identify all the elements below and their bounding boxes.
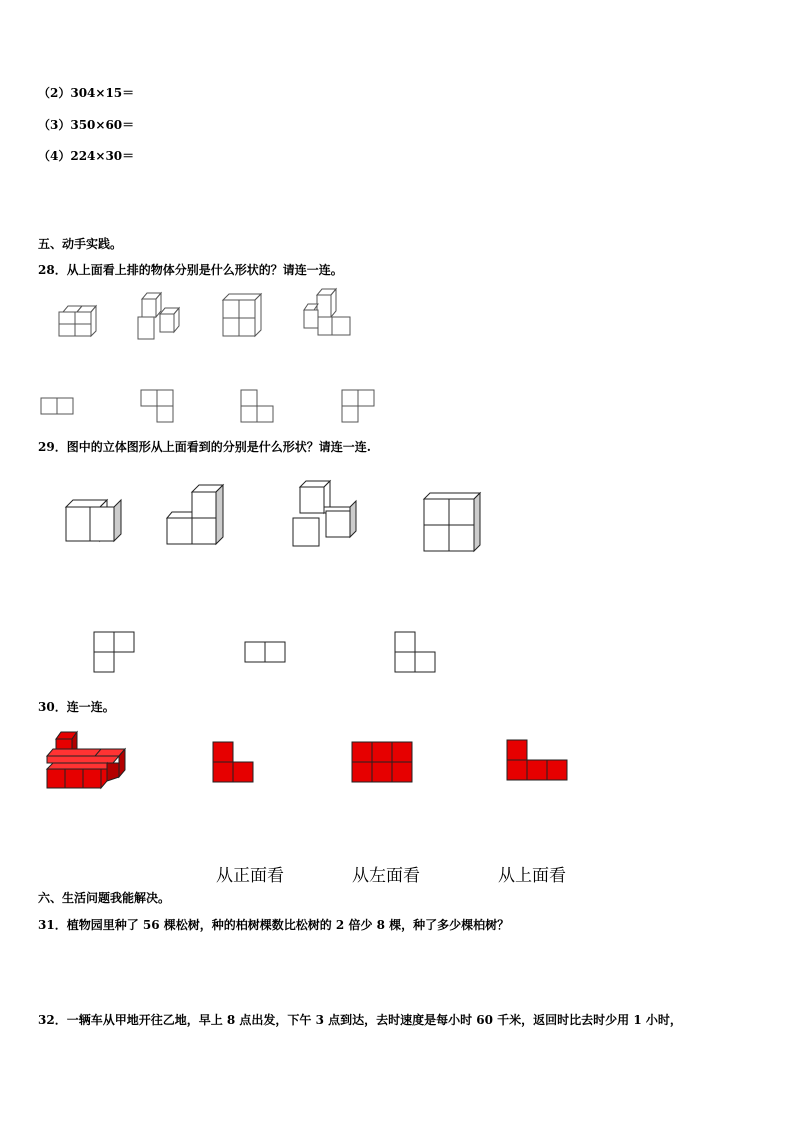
q28-view-2: [140, 389, 176, 425]
question-29-text: 29．图中的立体图形从上面看到的分别是什么形状？请连一连.: [38, 440, 371, 454]
q29-view-2: [244, 641, 288, 663]
q29-solid-3: [290, 478, 362, 550]
q29-view-3: [394, 631, 438, 673]
view-label-top: 从上面看: [498, 866, 566, 886]
q30-view-step-shape: [506, 739, 570, 783]
q30-view-rectangle: [351, 741, 413, 784]
section-6-title: 六、生活问题我能解决。: [38, 891, 171, 905]
question-30-text: 30．连一连。: [38, 700, 115, 714]
q30-red-solid: [45, 729, 127, 791]
question-32-text: 32．一辆车从甲地开往乙地，早上 8 点出发，下午 3 点到达，去时速度是每小时 60 千米，返回时比去时少用 1 小时，: [38, 1013, 682, 1027]
question-31-text: 31．植物园里种了 56 棵松树，种的柏树棵数比松树的 2 倍少 8 棵，种了多少棵柏树？: [38, 918, 510, 932]
q28-solid-2: [135, 290, 190, 342]
calc-item-2: （2）304×15＝: [38, 86, 135, 100]
q30-view-l-shape: [212, 741, 256, 784]
q29-solid-4: [420, 490, 484, 554]
q29-view-1: [93, 631, 137, 673]
q28-solid-1: [55, 300, 105, 340]
q28-view-4: [341, 389, 377, 425]
q28-view-3: [240, 389, 276, 425]
calc-item-4: （4）224×30＝: [38, 149, 135, 163]
question-28-text: 28．从上面看上排的物体分别是什么形状的？请连一连。: [38, 263, 343, 277]
calc-item-3: （3）350×60＝: [38, 118, 135, 132]
section-5-title: 五、动手实践。: [38, 237, 123, 251]
q29-solid-1: [63, 497, 125, 543]
view-label-front: 从正面看: [216, 866, 284, 886]
q28-view-1: [40, 397, 76, 415]
q28-solid-4: [300, 286, 355, 341]
q29-solid-2: [164, 482, 226, 546]
q28-solid-3: [220, 290, 270, 340]
view-label-left: 从左面看: [352, 866, 420, 886]
